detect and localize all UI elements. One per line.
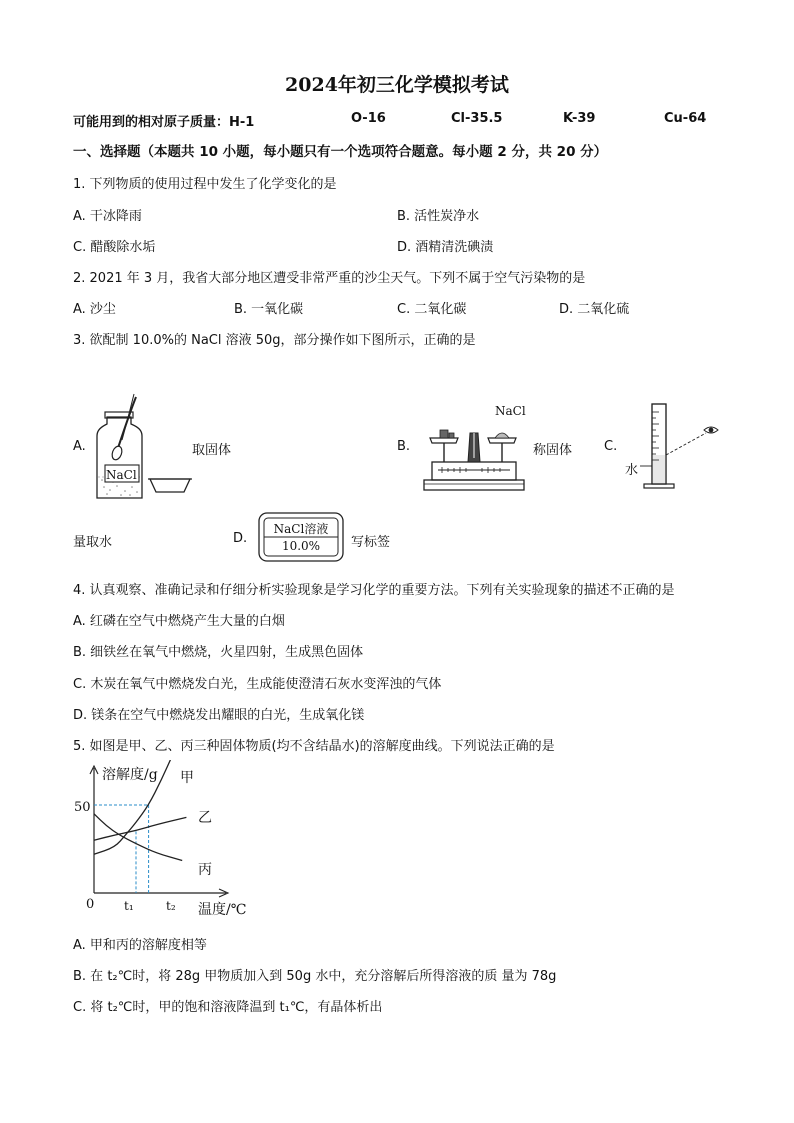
q3-d-letter: D.: [233, 531, 248, 546]
q3-a-bottle-label: NaCl: [106, 468, 137, 482]
q3-a-caption: 取固体: [192, 443, 232, 458]
q3-b-salt-label: NaCl: [495, 404, 526, 418]
series-label-yi: 乙: [198, 810, 212, 826]
q4-option-c: C. 木炭在氧气中燃烧发白光，生成能使澄清石灰水变浑浊的气体: [73, 677, 442, 692]
series-label-bing: 丙: [198, 862, 212, 878]
atomic-mass-label: 可能用到的相对原子质量：H-1: [73, 115, 255, 130]
x-tick-t1: t₁: [124, 899, 134, 913]
page-title: 2024年初三化学模拟考试: [285, 74, 509, 96]
q2-option-b: B. 一氧化碳: [234, 302, 304, 317]
q3-b-letter: B.: [397, 439, 411, 454]
q3-b-caption: 称固体: [533, 443, 573, 458]
q1-stem: 1. 下列物质的使用过程中发生了化学变化的是: [73, 177, 337, 192]
section-heading: 一、选择题（本题共 10 小题，每小题只有一个选项符合题意。每小题 2 分，共 20 分）: [73, 144, 608, 160]
series-label-jia: 甲: [180, 770, 194, 786]
q3-a-letter: A.: [73, 439, 86, 454]
q2-option-a: A. 沙尘: [73, 302, 116, 317]
q3-d-label-top: NaCl溶液: [273, 522, 329, 536]
q3-d-caption: 写标签: [351, 535, 391, 550]
q3-c-caption: 量取水: [73, 535, 113, 550]
atomic-mass-k: K-39: [563, 111, 596, 126]
q5-option-c: C. 将 t₂℃时，甲的饱和溶液降温到 t₁℃，有晶体析出: [73, 1000, 383, 1015]
q1-option-c: C. 醋酸除水垢: [73, 240, 156, 255]
q4-option-d: D. 镁条在空气中燃烧发出耀眼的白光，生成氧化镁: [73, 708, 365, 723]
q1-option-a: A. 干冰降雨: [73, 209, 142, 224]
origin-label: 0: [86, 897, 95, 912]
eye-icon: [704, 427, 718, 433]
y-axis-label: 溶解度/g: [102, 767, 158, 783]
q1-option-d: D. 酒精清洗碘渍: [397, 240, 494, 255]
atomic-mass-o: O-16: [351, 111, 386, 126]
q3-c-cylinder: [640, 400, 725, 492]
q4-option-b: B. 细铁丝在氧气中燃烧，火星四射，生成黑色固体: [73, 645, 364, 660]
q4-stem: 4. 认真观察、准确记录和仔细分析实验现象是学习化学的重要方法。下列有关实验现象的描述不正确的是: [73, 583, 675, 598]
q3-a-illustration: [90, 392, 195, 504]
q5-option-a: A. 甲和丙的溶解度相等: [73, 938, 207, 953]
q4-option-a: A. 红磷在空气中燃烧产生大量的白烟: [73, 614, 285, 629]
y-tick-50: 50: [74, 800, 91, 815]
q3-d-label-bottom: 10.0%: [281, 539, 321, 553]
atomic-mass-cl: Cl-35.5: [451, 111, 503, 126]
q2-option-c: C. 二氧化碳: [397, 302, 467, 317]
solubility-chart: [66, 760, 266, 920]
q3-b-balance: [418, 418, 530, 493]
q2-stem: 2. 2021 年 3 月，我省大部分地区遭受非常严重的沙尘天气。下列不属于空气污染物的是: [73, 271, 586, 286]
atomic-mass-cu: Cu-64: [664, 111, 707, 126]
x-axis-label: 温度/℃: [198, 902, 247, 918]
q5-option-b: B. 在 t₂℃时，将 28g 甲物质加入到 50g 水中，充分溶解后所得溶液的质 量为 78g: [73, 969, 557, 984]
x-tick-t2: t₂: [166, 899, 176, 913]
q3-c-water-label: 水: [625, 463, 639, 478]
q1-option-b: B. 活性炭净水: [397, 209, 480, 224]
q5-stem: 5. 如图是甲、乙、丙三种固体物质(均不含结晶水)的溶解度曲线。下列说法正确的是: [73, 739, 555, 754]
q3-c-letter: C.: [604, 439, 618, 454]
q2-option-d: D. 二氧化硫: [559, 302, 630, 317]
series-yi-curve: [94, 817, 186, 840]
q3-stem: 3. 欲配制 10.0%的 NaCl 溶液 50g，部分操作如下图所示，正确的是: [73, 333, 476, 348]
